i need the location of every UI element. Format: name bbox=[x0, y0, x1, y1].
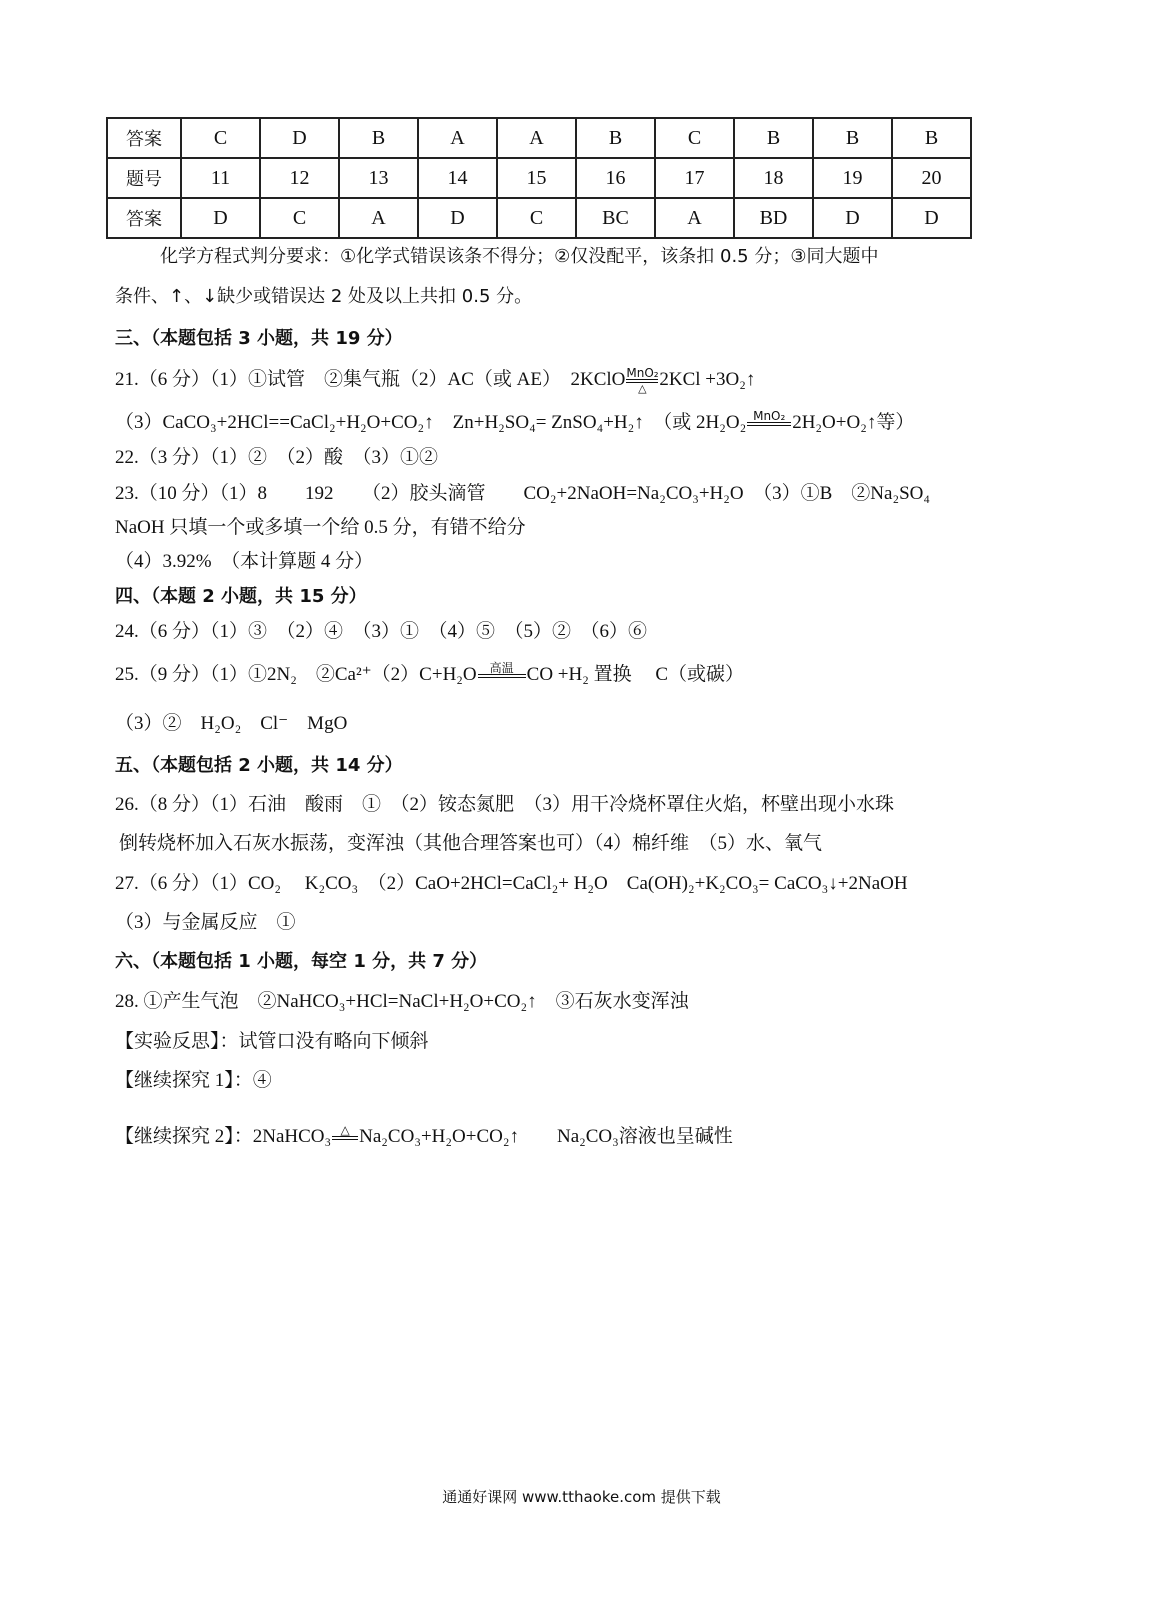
q25-line-2: （3）② H₂O₂ Cl⁻ MgO bbox=[115, 713, 348, 734]
answer-table-cell: BD bbox=[734, 198, 813, 238]
q21-line-2 bbox=[115, 410, 914, 437]
answer-table-cell: A bbox=[418, 118, 497, 158]
answer-table-cell: D bbox=[418, 198, 497, 238]
q27-line-2: （3）与金属反应 ① bbox=[115, 912, 296, 933]
q27-line-1: 27.（6 分）（1）CO₂ K₂CO₃ （2）CaO+2HCl=CaCl₂+ H₂O Ca(OH)₂+K₂CO₃= CaCO₃↓+2NaOH bbox=[115, 873, 908, 894]
answer-table-cell: B bbox=[813, 118, 892, 158]
answer-table-cell: 11 bbox=[181, 158, 260, 198]
answer-table-cell: 17 bbox=[655, 158, 734, 198]
answer-table-cell: A bbox=[655, 198, 734, 238]
reflection-line: 【实验反思】：试管口没有略向下倾斜 bbox=[115, 1031, 429, 1052]
reaction-condition bbox=[478, 662, 526, 689]
q22-line: 22.（3 分）（1）② （2）酸 （3）①② bbox=[115, 447, 439, 468]
q25-text-b: CO +H₂ 置换 C（或碳） bbox=[526, 663, 745, 685]
answer-table-cell: B bbox=[576, 118, 655, 158]
answer-table-row bbox=[107, 158, 971, 198]
answer-table-cell: C bbox=[497, 198, 576, 238]
q21-line2-text-b: 2H₂O+O₂↑等） bbox=[792, 411, 915, 433]
answer-table-cell: B bbox=[339, 118, 418, 158]
reaction-condition bbox=[747, 410, 791, 437]
answer-table-cell: 13 bbox=[339, 158, 418, 198]
condition-catalyst: MnO₂ bbox=[626, 366, 659, 380]
answer-table bbox=[106, 117, 972, 239]
answer-table-cell: A bbox=[339, 198, 418, 238]
footer-source: 通通好课网 www.tthaoke.com 提供下载 bbox=[442, 1488, 721, 1506]
answer-table-cell: D bbox=[813, 198, 892, 238]
explore-2-text-b: Na₂CO₃+H₂O+CO₂↑ Na₂CO₃溶液也呈碱性 bbox=[359, 1125, 733, 1147]
answer-table-cell: 15 bbox=[497, 158, 576, 198]
section-6-heading: 六、（本题包括 1 小题，每空 1 分，共 7 分） bbox=[115, 951, 488, 972]
section-3-heading: 三、（本题包括 3 小题，共 19 分） bbox=[115, 328, 403, 349]
explore-2-text-a: 【继续探究 2】：2NaHCO₃ bbox=[115, 1125, 332, 1147]
reaction-condition bbox=[332, 1124, 358, 1151]
answer-table-cell: 14 bbox=[418, 158, 497, 198]
q28-line: 28. ①产生气泡 ②NaHCO₃+HCl=NaCl+H₂O+CO₂↑ ③石灰水变浑浊 bbox=[115, 991, 689, 1012]
answer-table-cell: BC bbox=[576, 198, 655, 238]
reaction-condition bbox=[626, 367, 658, 394]
answer-table-row-header: 答案 bbox=[107, 198, 181, 238]
section-5-heading: 五、（本题包括 2 小题，共 14 分） bbox=[115, 755, 403, 776]
answer-table-cell: C bbox=[655, 118, 734, 158]
q24-line: 24.（6 分）（1）③ （2）④ （3）① （4）⑤ （5）② （6）⑥ bbox=[115, 621, 648, 642]
answer-table-row-header: 答案 bbox=[107, 118, 181, 158]
answer-table-cell: D bbox=[892, 198, 971, 238]
q25-text-a: 25.（9 分）（1）①2N₂ ②Ca²⁺（2）C+H₂O bbox=[115, 663, 477, 685]
answer-table-cell: B bbox=[892, 118, 971, 158]
answer-table-cell: B bbox=[734, 118, 813, 158]
answer-table-cell: D bbox=[260, 118, 339, 158]
q26-line-1: 26.（8 分）（1）石油 酸雨 ① （2）铵态氮肥 （3）用干冷烧杯罩住火焰，杯壁出现小水珠 bbox=[115, 794, 895, 815]
explore-2-line bbox=[115, 1124, 733, 1151]
answer-table-cell: C bbox=[260, 198, 339, 238]
answer-table-cell: 20 bbox=[892, 158, 971, 198]
q21-text-b: 2KCl +3O₂↑ bbox=[659, 368, 756, 390]
answer-table-cell: 18 bbox=[734, 158, 813, 198]
scoring-note-line-2: 条件、↑、↓缺少或错误达 2 处及以上共扣 0.5 分。 bbox=[115, 286, 533, 307]
answer-table-cell: A bbox=[497, 118, 576, 158]
q26-line-2: 倒转烧杯加入石灰水振荡，变浑浊（其他合理答案也可）（4）棉纤维 （5）水、氧气 bbox=[119, 833, 823, 854]
q21-line2-text-a: （3）CaCO₃+2HCl==CaCl₂+H₂O+CO₂↑ Zn+H₂SO₄= ZnSO₄+H₂↑ （或 2H₂O₂ bbox=[115, 411, 747, 433]
q25-line-1 bbox=[115, 662, 744, 689]
q21-line-1 bbox=[115, 367, 755, 394]
q23-line-1: 23.（10 分）（1）8 192 （2）胶头滴管 CO₂+2NaOH=Na₂CO₃+H₂O （3）①B ②Na₂SO₄ bbox=[115, 483, 930, 504]
condition-heat: △ bbox=[638, 382, 647, 395]
answer-table-cell: 19 bbox=[813, 158, 892, 198]
section-4-heading: 四、（本题 2 小题，共 15 分） bbox=[115, 586, 367, 607]
answer-table-cell: C bbox=[181, 118, 260, 158]
condition-heat: △ bbox=[340, 1123, 350, 1137]
condition-catalyst: MnO₂ bbox=[753, 409, 786, 423]
answer-table-cell: 16 bbox=[576, 158, 655, 198]
q23-line-3: （4）3.92% （本计算题 4 分） bbox=[115, 551, 374, 572]
answer-table-row-header: 题号 bbox=[107, 158, 181, 198]
condition-high-temp: 高温 bbox=[489, 661, 514, 675]
explore-1-line: 【继续探究 1】：④ bbox=[115, 1070, 272, 1091]
answer-table-row bbox=[107, 198, 971, 238]
answer-table-cell: 12 bbox=[260, 158, 339, 198]
answer-table-row bbox=[107, 118, 971, 158]
q21-text-a: 21.（6 分）（1）①试管 ②集气瓶（2）AC（或 AE） 2KClO bbox=[115, 368, 626, 390]
q23-line-2: NaOH 只填一个或多填一个给 0.5 分，有错不给分 bbox=[115, 517, 526, 538]
scoring-note-line-1: 化学方程式判分要求：①化学式错误该条不得分；②仅没配平，该条扣 0.5 分；③同大题中 bbox=[160, 246, 879, 267]
answer-table-cell: D bbox=[181, 198, 260, 238]
